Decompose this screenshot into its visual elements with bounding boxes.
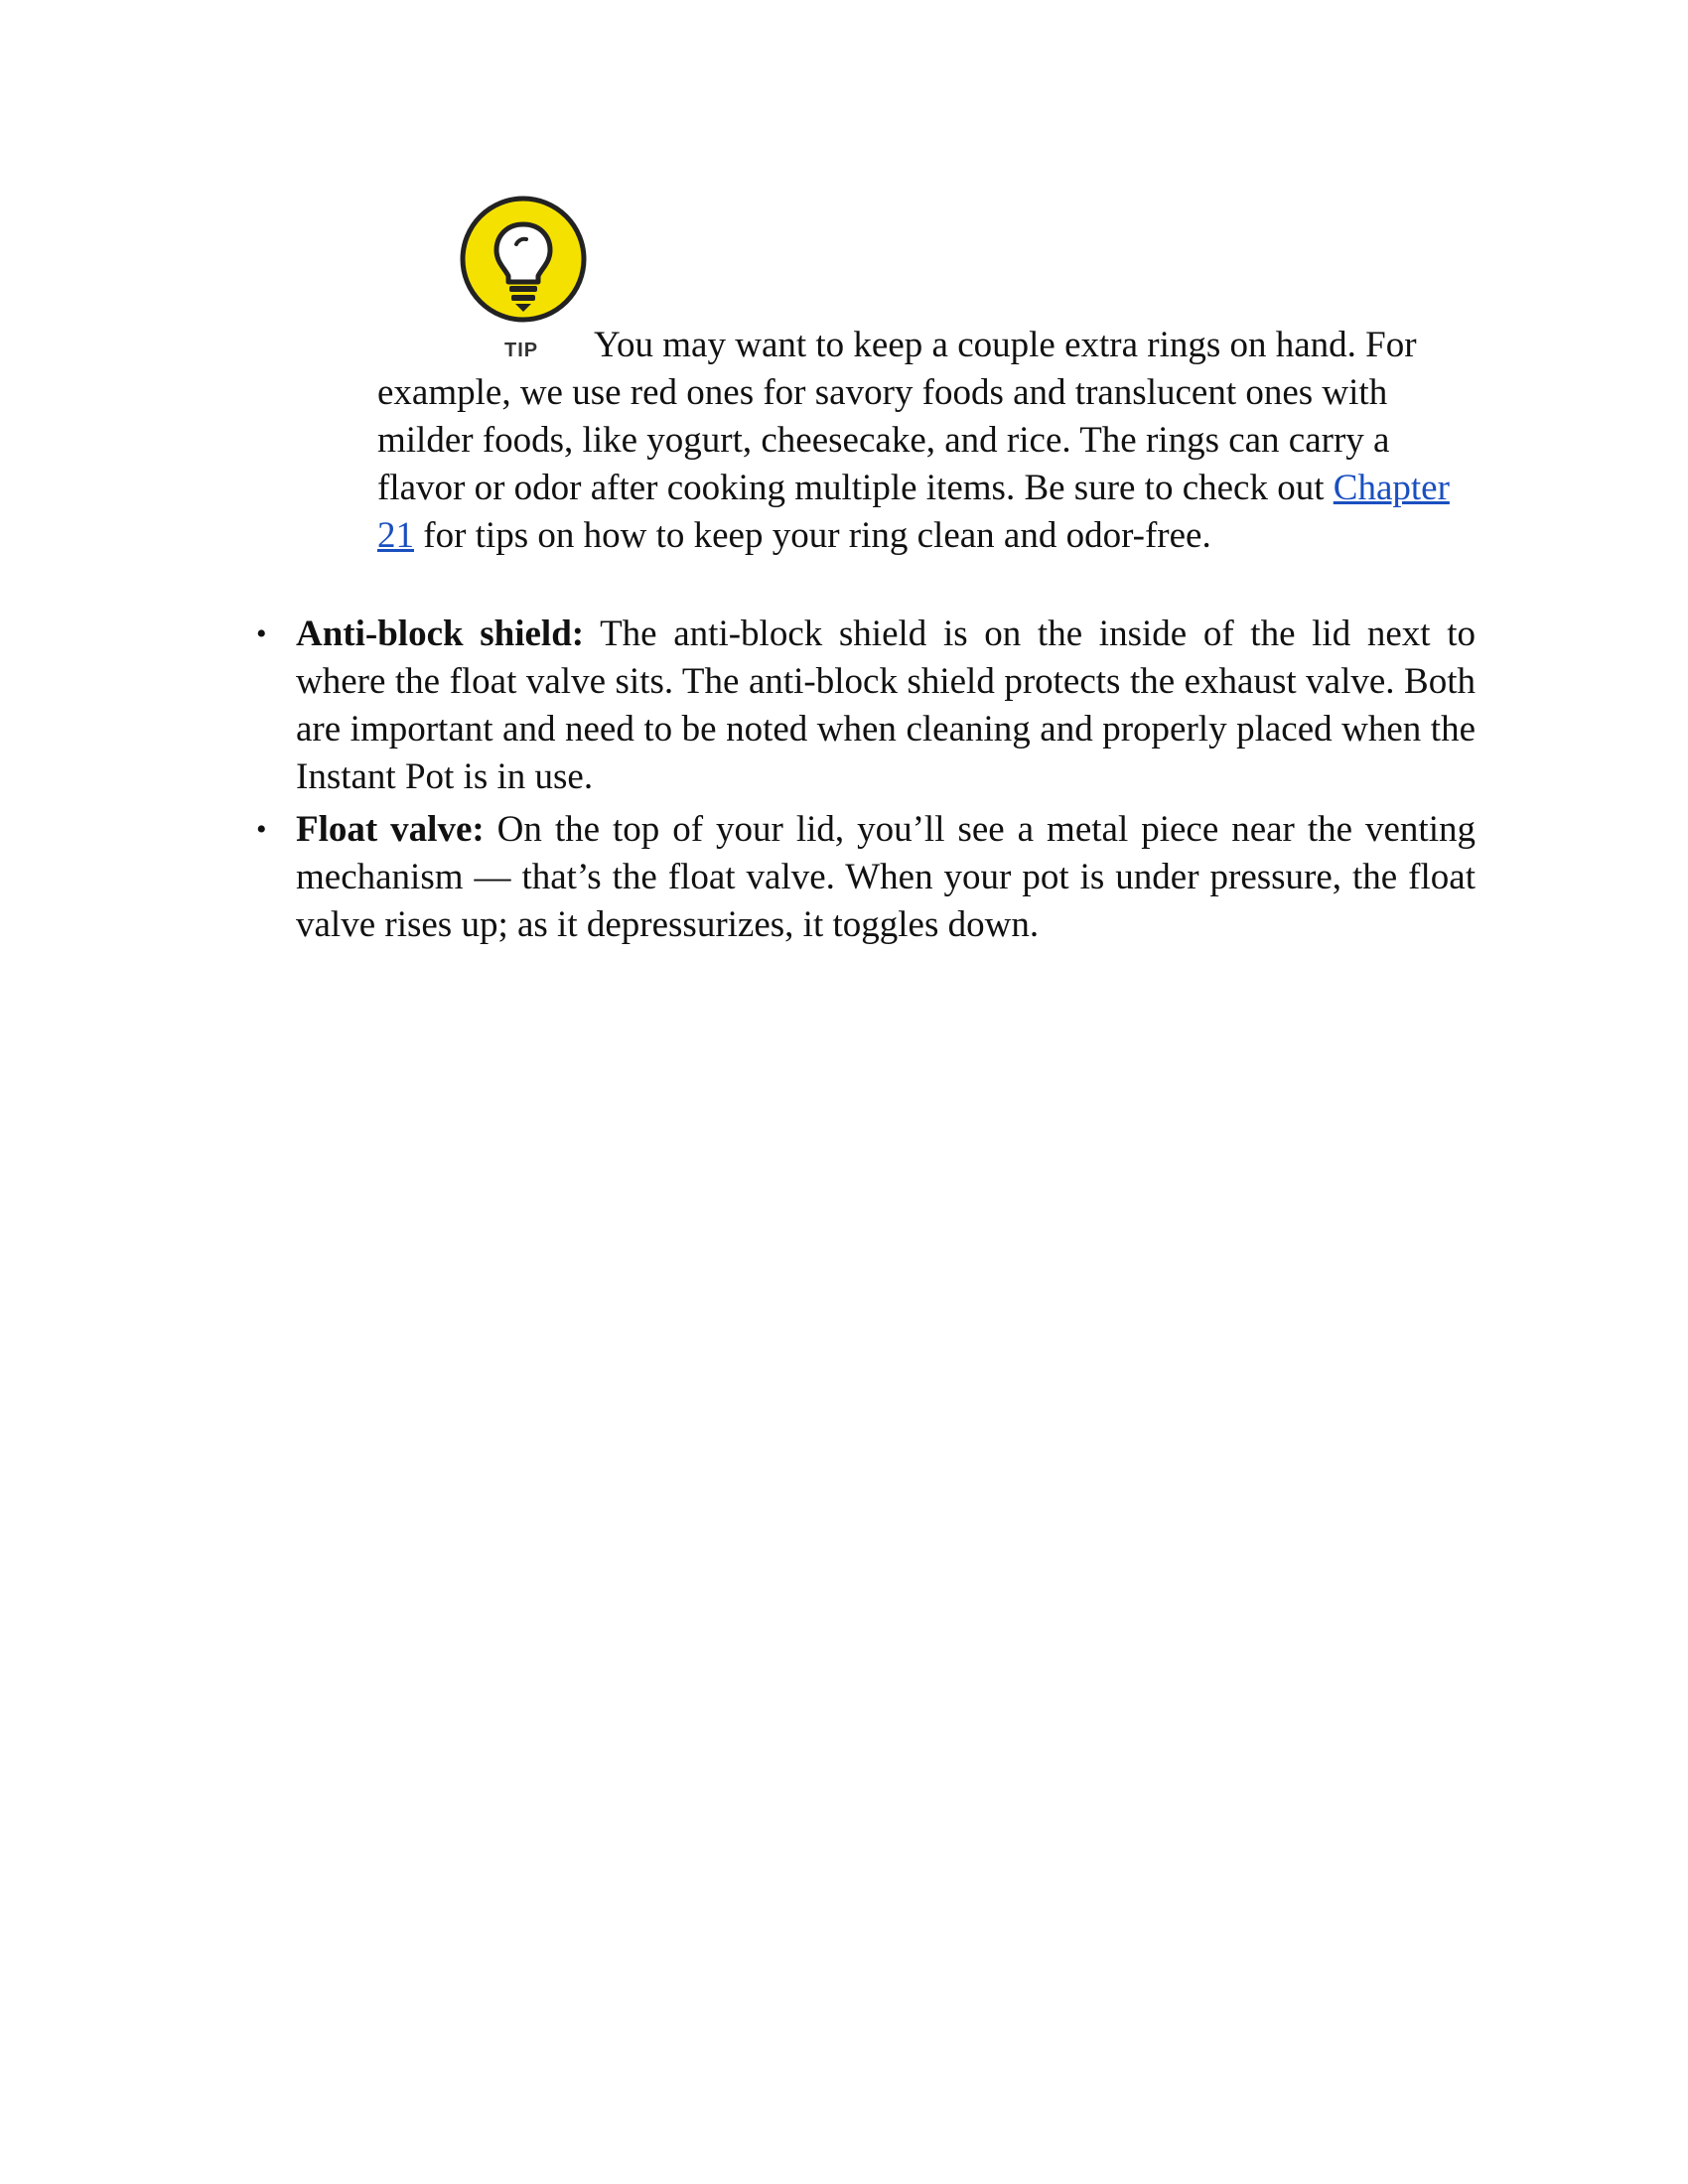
- list-item: [254, 806, 1476, 949]
- lightbulb-icon: [459, 195, 588, 324]
- tip-label: TIP: [504, 340, 539, 361]
- bullet-list: [254, 611, 1476, 954]
- tip-text-after-link: for tips on how to keep your ring clean and odor-free.: [414, 515, 1211, 556]
- tip-text: [377, 322, 1470, 560]
- chapter-link[interactable]: Chapter 21: [377, 468, 1450, 556]
- bullet-term: Float valve:: [296, 809, 485, 850]
- bullet-icon: •: [256, 813, 267, 846]
- list-item: [254, 611, 1476, 801]
- bullet-text: The anti-block shield is on the inside of the lid next to where the float valve sits. The anti-block shield protects the exhaust valve. Both are important and need to be noted when cleaning and properly placed when the Instant Pot is in use.: [296, 614, 1476, 797]
- bullet-text: On the top of your lid, you’ll see a metal piece near the venting mechanism — that’s the float valve. When your pot is under pressure, the float valve rises up; as it depressurizes, it toggles down.: [296, 809, 1476, 945]
- bullet-icon: •: [256, 617, 267, 650]
- tip-text-before-link: You may want to keep a couple extra rings on hand. For example, we use red ones for savory foods and translucent ones with milder foods, like yogurt, cheesecake, and rice. The rings can carry a flavor or odor after cooking multiple items. Be sure to check out: [377, 325, 1417, 508]
- bullet-term: Anti-block shield:: [296, 614, 585, 654]
